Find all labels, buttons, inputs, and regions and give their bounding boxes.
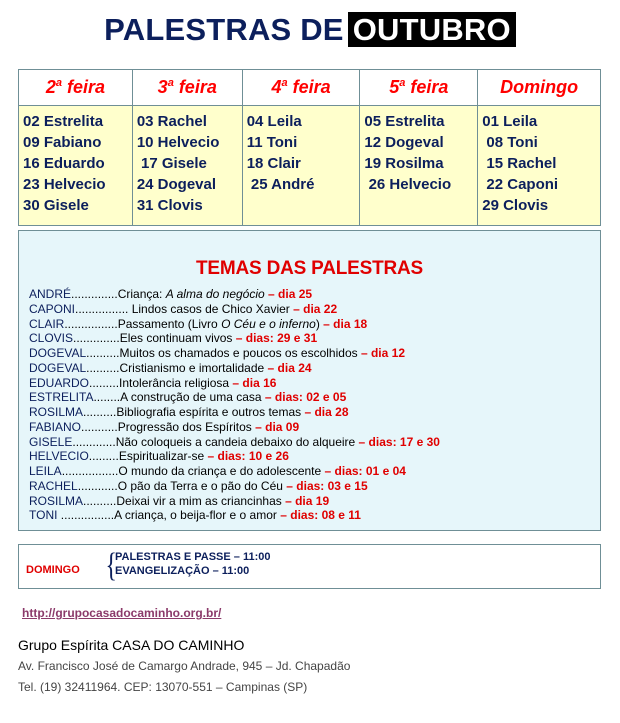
tema-dots: ..........	[83, 405, 117, 419]
schedule-entry: 25 André	[246, 176, 315, 193]
tema-date: – dias: 10 e 26	[204, 449, 289, 464]
tema-row	[29, 420, 594, 435]
tema-text: O mundo da criança e do adolescente	[118, 464, 322, 478]
schedule-entry: 11 Toni	[246, 134, 298, 151]
tema-date: – dias: 29 e 31	[232, 331, 318, 346]
tema-row	[29, 361, 594, 376]
schedule-header-row	[19, 70, 601, 106]
tema-dots: .................	[61, 464, 119, 478]
tema-speaker: CLOVIS	[29, 331, 74, 346]
tema-dots: ..........	[86, 360, 120, 375]
page-title	[0, 12, 620, 48]
schedule-column	[478, 106, 601, 226]
brace-icon: {	[105, 547, 117, 584]
tema-text: Criança:	[117, 287, 166, 301]
tema-text: O pão da Terra e o pão do Céu	[117, 478, 283, 493]
day-header: Domingo	[478, 70, 601, 106]
tema-dots: ............	[77, 478, 118, 493]
tema-speaker: EDUARDO	[29, 375, 90, 390]
tema-date: – dia 12	[357, 346, 405, 360]
tema-row	[29, 317, 594, 332]
tema-dots: ..............	[71, 287, 118, 301]
tema-date: – dias: 17 e 30	[355, 434, 440, 449]
tema-speaker: TONI	[29, 508, 58, 523]
schedule-entry: 22 Caponi	[482, 176, 559, 193]
tema-speaker: ANDRÉ	[29, 287, 72, 301]
tema-dots: ................	[64, 316, 118, 331]
schedule-entry: 10 Helvecio	[136, 134, 220, 151]
tema-speaker: ROSILMA	[29, 405, 84, 419]
tema-speaker: CAPONI	[29, 301, 76, 316]
schedule-entry: 24 Dogeval	[136, 176, 217, 193]
tema-date: – dia 28	[301, 405, 349, 419]
tema-row	[29, 464, 594, 479]
tema-dots: .........	[89, 375, 120, 390]
schedule-entry: 16 Eduardo	[23, 155, 105, 172]
tema-text: Intolerância religiosa	[119, 375, 230, 390]
tema-speaker: ESTRELITA	[29, 390, 94, 405]
schedule-entry: 01 Leila	[482, 113, 538, 130]
tema-speaker: FABIANO	[29, 419, 82, 434]
tema-text: Deixai vir a mim as criancinhas	[116, 493, 282, 508]
temas-list	[29, 287, 594, 523]
tema-row	[29, 331, 594, 346]
schedule-table	[18, 69, 601, 226]
tema-date: – dia 18	[319, 316, 368, 331]
tema-text: Eles continuam vivos	[119, 331, 233, 346]
schedule-entry: 03 Rachel	[136, 113, 207, 130]
tema-dots: ..........	[83, 493, 117, 508]
temas-panel	[18, 230, 601, 531]
org-address: Av. Francisco José de Camargo Andrade, 945 – Jd. Chapadão	[18, 659, 351, 673]
title-month: OUTUBRO	[348, 12, 516, 47]
tema-date: – dia 19	[281, 493, 330, 508]
tema-text: Lindos casos de Chico Xavier	[131, 301, 290, 316]
tema-date: – dias: 08 e 11	[276, 508, 361, 523]
tema-text: Não coloqueis a candeia debaixo do alqueire	[115, 434, 356, 449]
tema-row	[29, 508, 594, 523]
temas-title: TEMAS DAS PALESTRAS	[195, 258, 424, 279]
title-prefix: PALESTRAS DE	[104, 12, 344, 47]
tema-row	[29, 390, 594, 405]
tema-text: Muitos os chamados e poucos os escolhidos	[119, 346, 358, 360]
tema-date: – dia 09	[251, 419, 300, 434]
tema-speaker: DOGEVAL	[29, 346, 87, 360]
schedule-entry: 12 Dogeval	[364, 134, 444, 151]
schedule-entry: 26 Helvecio	[364, 176, 452, 193]
tema-text-end: )	[315, 316, 320, 331]
tema-date: – dia 22	[289, 301, 338, 316]
schedule-entry: 18 Clair	[246, 155, 301, 172]
schedule-entry: 31 Clovis	[136, 197, 203, 214]
tema-row	[29, 479, 594, 494]
website-link[interactable]: http://grupocasadocaminho.org.br/	[22, 606, 222, 620]
tema-text: Cristianismo e imortalidade	[119, 360, 265, 375]
schedule-entry: 05 Estrelita	[364, 113, 445, 130]
domingo-line: PALESTRAS E PASSE – 11:00	[115, 551, 271, 563]
tema-row	[29, 494, 594, 509]
tema-dots: .............	[72, 434, 116, 449]
schedule-entry: 08 Toni	[482, 134, 538, 151]
tema-date: – dias: 03 e 15	[282, 478, 368, 493]
schedule-body-row	[19, 106, 601, 226]
domingo-label: DOMINGO	[26, 564, 80, 576]
tema-date: – dia 16	[229, 375, 277, 390]
tema-text: Passamento (Livro	[117, 316, 222, 331]
tema-date: – dia 25	[264, 287, 313, 301]
day-header: 4$^a$ feira	[242, 70, 360, 106]
day-header: 2$^a$ feira	[19, 70, 133, 106]
tema-italic: A alma do negócio	[165, 287, 265, 301]
tema-text: Progressão dos Espíritos	[117, 419, 252, 434]
tema-text: Bibliografia espírita e outros temas	[116, 405, 302, 419]
schedule-entry: 17 Gisele	[136, 155, 207, 172]
tema-row	[29, 405, 594, 420]
day-header: 5$^a$ feira	[360, 70, 478, 106]
schedule-entry: 29 Clovis	[482, 197, 549, 214]
schedule-entry: 02 Estrelita	[23, 113, 104, 130]
tema-speaker: HELVECIO	[29, 449, 89, 464]
tema-date: – dia 24	[264, 360, 312, 375]
tema-dots: ................	[57, 508, 115, 523]
schedule-entry: 09 Fabiano	[23, 134, 102, 151]
tema-dots: ........	[93, 390, 121, 405]
schedule-entry: 04 Leila	[246, 113, 302, 130]
tema-italic: O Céu e o inferno	[221, 316, 316, 331]
domingo-line: EVANGELIZAÇÃO – 11:00	[115, 565, 250, 577]
tema-row	[29, 302, 594, 317]
tema-speaker: ROSILMA	[29, 493, 84, 508]
schedule-column	[19, 106, 133, 226]
tema-dots: .........	[88, 449, 119, 464]
schedule-column	[242, 106, 360, 226]
schedule-entry: 23 Helvecio	[23, 176, 106, 193]
day-header: 3$^a$ feira	[132, 70, 242, 106]
tema-text: A construção de uma casa	[120, 390, 262, 405]
tema-dots: ..............	[73, 331, 120, 346]
tema-speaker: RACHEL	[29, 478, 78, 493]
tema-dots: ................	[75, 301, 132, 316]
tema-speaker: LEILA	[29, 464, 62, 478]
tema-row	[29, 449, 594, 464]
tema-speaker: DOGEVAL	[29, 360, 87, 375]
schedule-entry: 19 Rosilma	[364, 155, 444, 172]
tema-dots: ..........	[86, 346, 120, 360]
tema-speaker: CLAIR	[29, 316, 65, 331]
org-phone: Tel. (19) 32411964. CEP: 13070-551 – Campinas (SP)	[18, 680, 308, 694]
domingo-lines	[115, 550, 270, 578]
schedule-column	[360, 106, 478, 226]
tema-dots: ...........	[81, 419, 118, 434]
tema-row	[29, 435, 594, 450]
schedule-entry: 30 Gisele	[23, 197, 89, 214]
tema-date: – dias: 01 e 04	[321, 464, 406, 478]
tema-date: – dias: 02 e 05	[261, 390, 347, 405]
tema-row	[29, 287, 594, 302]
tema-text: A criança, o beija-flor e o amor	[114, 508, 277, 523]
tema-row	[29, 376, 594, 391]
tema-speaker: GISELE	[29, 434, 73, 449]
schedule-column	[132, 106, 242, 226]
org-name: Grupo Espírita CASA DO CAMINHO	[18, 637, 245, 653]
schedule-entry: 15 Rachel	[482, 155, 557, 172]
tema-row	[29, 346, 594, 361]
domingo-panel	[18, 544, 601, 589]
tema-text: Espiritualizar-se	[118, 449, 205, 464]
